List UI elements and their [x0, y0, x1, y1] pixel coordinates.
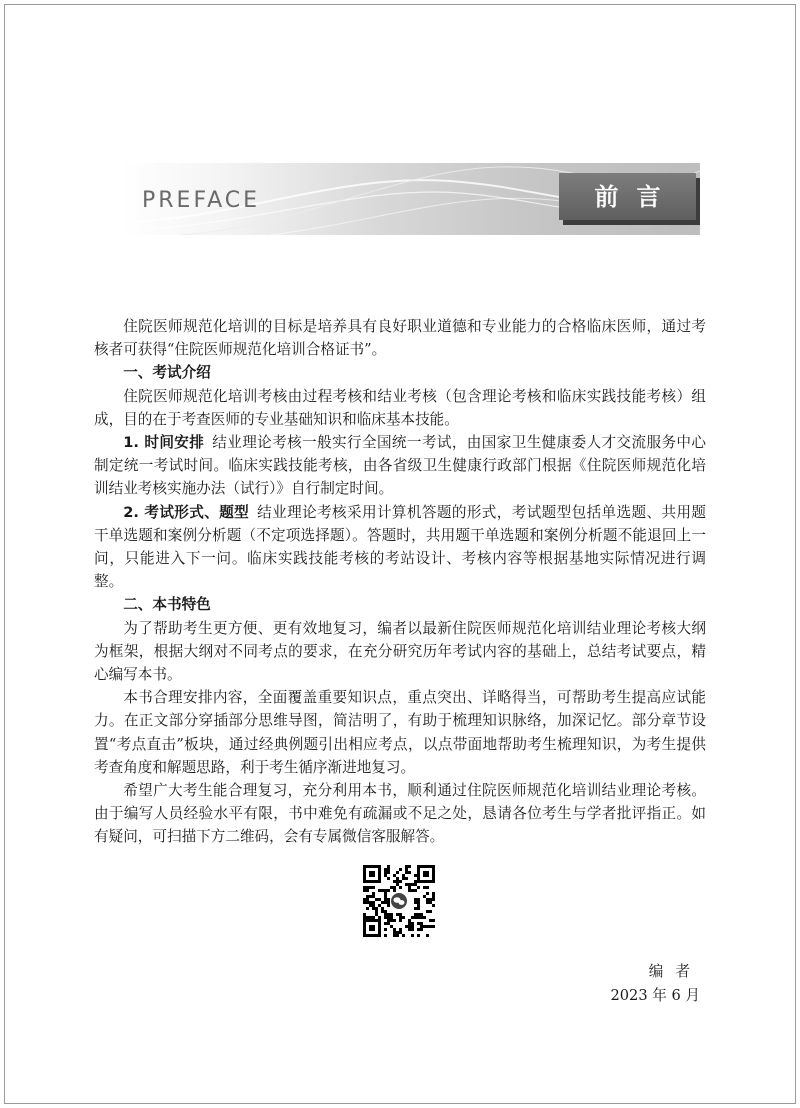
features-paragraph-3: 希望广大考生能合理复习，充分利用本书，顺利通过住院医师规范化培训结业理论考核。由于编写人员经验水平有限，书中难免有疏漏或不足之处，恳请各位考生与学者批评指正。如有疑问，可扫描下方二维码，会有专属微信客服解答。 [94, 782, 706, 846]
section-heading-exam-intro: 一、考试介绍 [123, 364, 211, 382]
schedule-lead: 1. 时间安排 [123, 434, 205, 452]
signature-author: 编者 [648, 963, 702, 980]
preface-english-title: PREFACE [142, 188, 261, 213]
format-lead: 2. 考试形式、题型 [123, 503, 250, 521]
schedule-paragraph [94, 431, 706, 501]
schedule-text: 结业理论考核一般实行全国统一考试，由国家卫生健康委人才交流服务中心制定统一考试时间。临床实践技能考核，由各省级卫生健康行政部门根据《住院医师规范化培训结业考核实施办法（试行）》自行制定时间。 [94, 434, 706, 498]
signature-block [500, 960, 700, 1008]
exam-intro-paragraph: 住院医师规范化培训考核由过程考核和结业考核（包含理论考核和临床实践技能考核）组成，目的在于考查医师的专业基础知识和临床基本技能。 [94, 387, 706, 428]
qr-code-icon[interactable] [362, 864, 436, 938]
features-paragraph-1: 为了帮助考生更方便、更有效地复习，编者以最新住院医师规范化培训结业理论考核大纲为框架，根据大纲对不同考点的要求，在充分研究历年考试内容的基础上，总结考试要点，精心编写本书。 [94, 619, 706, 684]
format-paragraph [94, 501, 706, 594]
features-paragraph-2: 本书合理安排内容，全面覆盖重要知识点，重点突出、详略得当，可帮助考生提高应试能力。在正文部分穿插部分思维导图，简洁明了，有助于梳理知识脉络，加深记忆。部分章节设置“考点直击”板块，通过经典例题引出相应考点，以点带面地帮助考生梳理知识，为考生提供考查角度和解题思路，利于考生循序渐进地复习。 [94, 689, 706, 776]
preface-body [94, 315, 706, 849]
intro-paragraph: 住院医师规范化培训的目标是培养具有良好职业道德和专业能力的合格临床医师，通过考核者可获得“住院医师规范化培训合格证书”。 [94, 318, 706, 359]
section-heading-book-features: 二、本书特色 [123, 596, 211, 614]
preface-chinese-title: 前言 [559, 173, 696, 220]
format-text: 结业理论考核采用计算机答题的形式，考试题型包括单选题、共用题干单选题和案例分析题（不定项选择题）。答题时，共用题干单选题和案例分析题不能退回上一问，只能进入下一问。临床实践技能考核的考站设计、考核内容等根据基地实际情况进行调整。 [94, 503, 706, 591]
signature-date: 2023 年 6 月 [610, 987, 700, 1004]
